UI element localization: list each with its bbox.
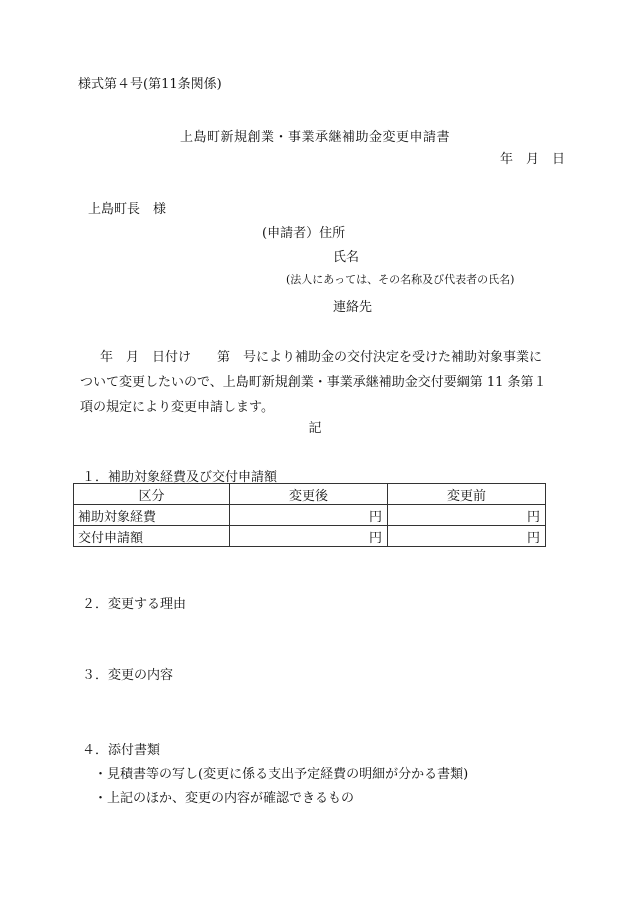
applicant-note: (法人にあっては、その名称及び代表者の氏名) [286, 273, 515, 286]
date-line: 年 月 日 [500, 152, 566, 167]
table-header: 変更後 [230, 484, 388, 505]
table-row [74, 505, 546, 526]
amount-before-field[interactable]: 円 [388, 505, 546, 526]
attachment-item: ・見積書等の写し(変更に係る支出予定経費の明細が分かる書類) [94, 767, 469, 782]
table-row-label: 交付申請額 [74, 526, 230, 547]
section-4-heading: ４．添付書類 [82, 743, 161, 758]
section-2-heading: ２．変更する理由 [82, 597, 187, 612]
table-row-label: 補助対象経費 [74, 505, 230, 526]
amount-after-field[interactable]: 円 [230, 505, 388, 526]
amount-before-field[interactable]: 円 [388, 526, 546, 547]
addressee: 上島町長 様 [88, 202, 167, 217]
table-header: 区分 [74, 484, 230, 505]
document-title: 上島町新規創業・事業承継補助金変更申請書 [179, 130, 450, 145]
table-header-row [74, 484, 546, 505]
table-row [74, 526, 546, 547]
ki-heading: 記 [308, 421, 322, 436]
section-1-heading: １．補助対象経費及び交付申請額 [82, 470, 278, 485]
table-header: 変更前 [388, 484, 546, 505]
section-3-heading: ３．変更の内容 [82, 668, 174, 683]
applicant-address-label: (申請者）住所 [262, 226, 346, 241]
applicant-contact-label: 連絡先 [333, 300, 373, 315]
amount-after-field[interactable]: 円 [230, 526, 388, 547]
body-paragraph: 年 月 日付け 第 号により補助金の交付決定を受けた補助対象事業について変更したいので、上島町新規創業・事業承継補助金交付要綱第 11 条第１項の規定により変更申請します。 [80, 350, 547, 415]
form-number: 様式第４号(第11条関係) [78, 77, 222, 92]
applicant-name-label: 氏名 [333, 250, 360, 265]
cost-table [73, 483, 546, 547]
attachment-item: ・上記のほか、変更の内容が確認できるもの [94, 791, 355, 806]
